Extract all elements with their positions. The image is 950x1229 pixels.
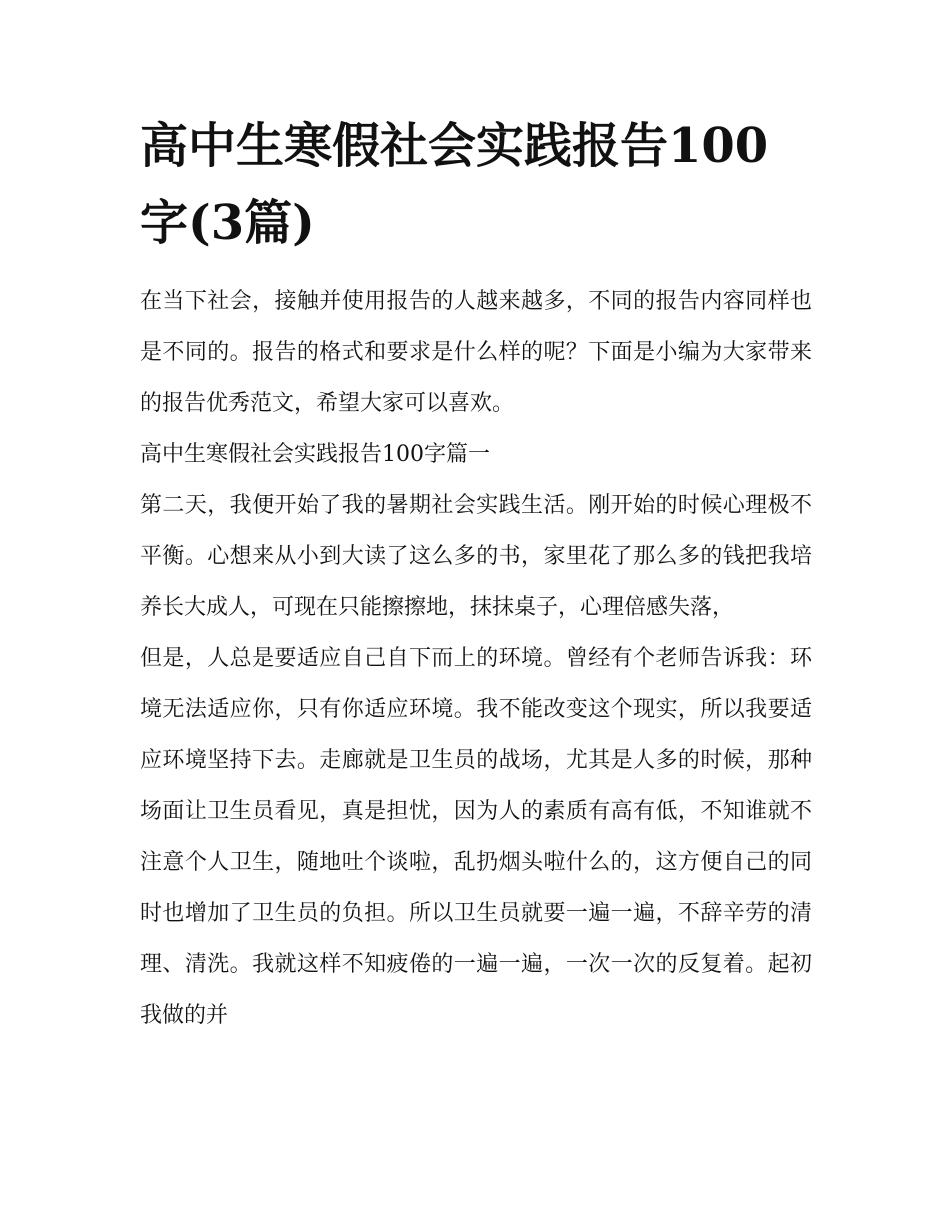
body-paragraph-1: 第二天，我便开始了我的暑期社会实践生活。刚开始的时候心理极不平衡。心想来从小到大读了这么多的书，家里花了那么多的钱把我培养长大成人，可现在只能擦擦地，抹抹桌子，心理倍感失落， [140, 493, 812, 620]
intro-paragraph: 在当下社会，接触并使用报告的人越来越多，不同的报告内容同样也是不同的。报告的格式和要求是什么样的呢？下面是小编为大家带来的报告优秀范文，希望大家可以喜欢。 [140, 289, 812, 416]
body-paragraph-2: 但是，人总是要适应自己自下而上的环境。曾经有个老师告诉我：环境无法适应你，只有你适应环境。我不能改变这个现实，所以我要适应环境坚持下去。走廊就是卫生员的战场，尤其是人多的时候，那种场面让卫生员看见，真是担忧，因为人的素质有高有低，不知谁就不注意个人卫生，随地吐个谈啦，乱扔烟头啦什么的，这方便自己的同时也增加了卫生员的负担。所以卫生员就要一遍一遍，不辞辛劳的清理、清洗。我就这样不知疲倦的一遍一遍，一次一次的反复着。起初我做的并 [140, 646, 812, 1028]
document-body [140, 108, 812, 1041]
document-title: 高中生寒假社会实践报告100字(3篇) [140, 118, 769, 251]
section-heading: 高中生寒假社会实践报告100字篇一 [140, 442, 490, 467]
